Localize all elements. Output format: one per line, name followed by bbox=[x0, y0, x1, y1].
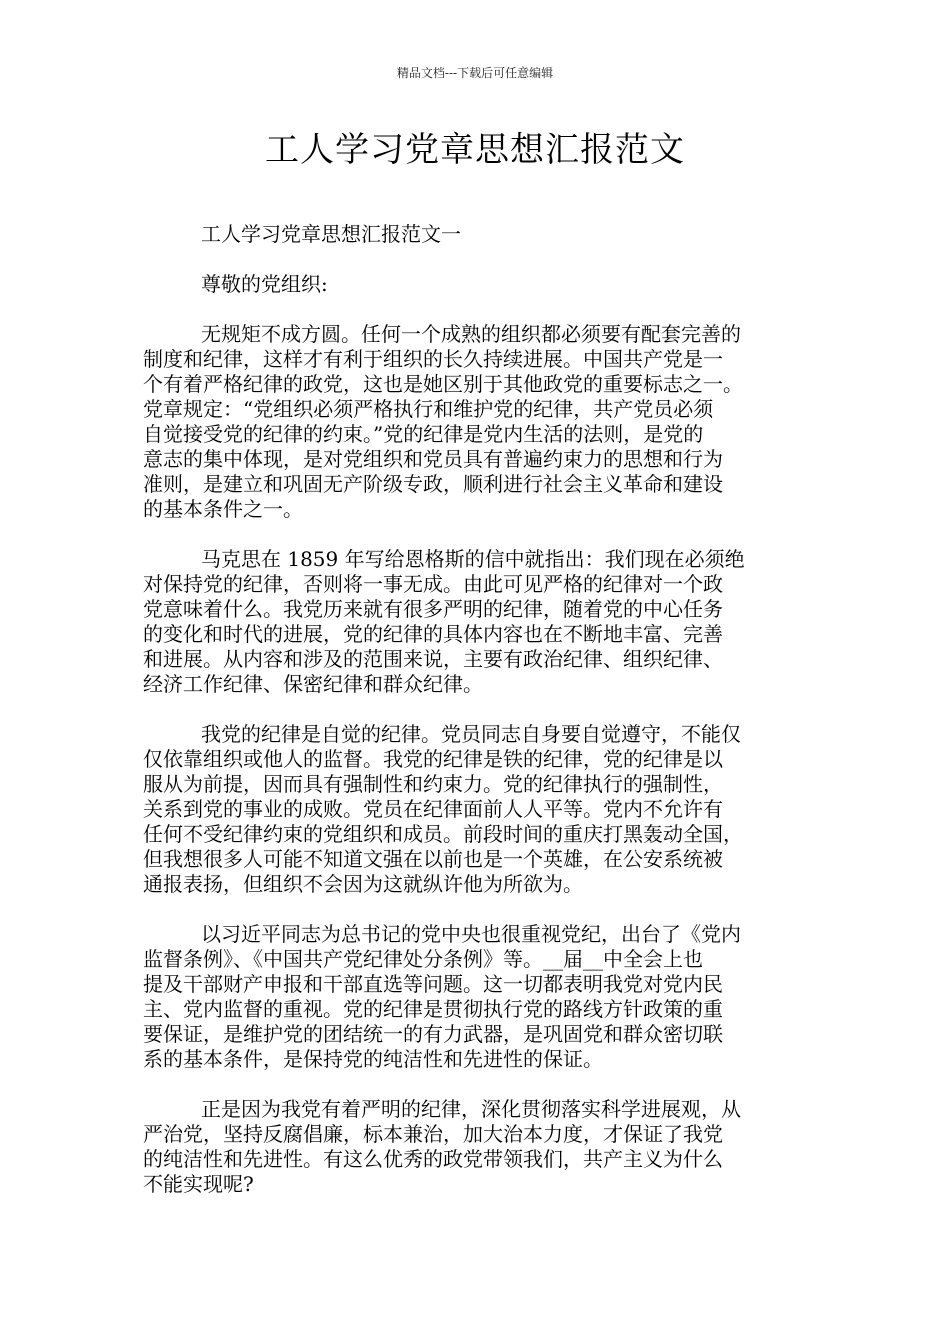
paragraph-line: 任何不受纪律约束的党组织和成员。前段时间的重庆打黑轰动全国， bbox=[143, 822, 743, 846]
paragraph-line: 严治党，坚持反腐倡廉，标本兼治，加大治本力度，才保证了我党 bbox=[143, 1122, 723, 1146]
paragraph-line: 服从为前提，因而具有强制性和约束力。党的纪律执行的强制性， bbox=[143, 772, 723, 796]
paragraph-line: 马克思在 1859 年写给恩格斯的信中就指出：我们现在必须绝 bbox=[201, 547, 745, 571]
document-body bbox=[143, 222, 823, 1222]
paragraph-line: 的基本条件之一。 bbox=[143, 497, 303, 521]
page-header-watermark: 精品文档---下载后可任意编辑 bbox=[396, 66, 554, 80]
paragraph-line: 以习近平同志为总书记的党中央也很重视党纪，出台了《党内 bbox=[201, 922, 741, 946]
salutation: 尊敬的党组织: bbox=[201, 272, 328, 296]
paragraph-line: 关系到党的事业的成败。党员在纪律面前人人平等。党内不允许有 bbox=[143, 797, 723, 821]
paragraph-line: 经济工作纪律、保密纪律和群众纪律。 bbox=[143, 672, 483, 696]
paragraph-line: 通报表扬，但组织不会因为这就纵许他为所欲为。 bbox=[143, 872, 583, 896]
paragraph-line: 制度和纪律，这样才有利于组织的长久持续进展。中国共产党是一 bbox=[143, 347, 723, 371]
paragraph-3 bbox=[143, 722, 823, 897]
paragraph-line: 的变化和时代的进展，党的纪律的具体内容也在不断地丰富、完善 bbox=[143, 622, 723, 646]
paragraph-line: 意志的集中体现，是对党组织和党员具有普遍约束力的思想和行为 bbox=[143, 447, 723, 471]
paragraph-4 bbox=[143, 922, 823, 1072]
paragraph-line: 自觉接受党的纪律的约束。”党的纪律是党内生活的法则，是党的 bbox=[143, 422, 704, 446]
paragraph-line: 准则，是建立和巩固无产阶级专政，顺利进行社会主义革命和建设 bbox=[143, 472, 723, 496]
paragraph-line: 正是因为我党有着严明的纪律，深化贯彻落实科学进展观，从 bbox=[201, 1097, 741, 1121]
paragraph-line: 的纯洁性和先进性。有这么优秀的政党带领我们，共产主义为什么 bbox=[143, 1147, 723, 1171]
paragraph-line: 我党的纪律是自觉的纪律。党员同志自身要自觉遵守，不能仅 bbox=[201, 722, 741, 746]
paragraph-line: 对保持党的纪律，否则将一事无成。由此可见严格的纪律对一个政 bbox=[143, 572, 723, 596]
paragraph-line: 但我想很多人可能不知道文强在以前也是一个英雄，在公安系统被 bbox=[143, 847, 723, 871]
document-subtitle: 工人学习党章思想汇报范文一 bbox=[201, 222, 461, 246]
paragraph-line: 个有着严格纪律的政党，这也是她区别于其他政党的重要标志之一。 bbox=[143, 372, 743, 396]
paragraph-line: 无规矩不成方圆。任何一个成熟的组织都必须要有配套完善的 bbox=[201, 322, 741, 346]
paragraph-line: 不能实现呢? bbox=[143, 1172, 254, 1196]
paragraph-1 bbox=[143, 322, 823, 522]
paragraph-line: 党意味着什么。我党历来就有很多严明的纪律，随着党的中心任务 bbox=[143, 597, 723, 621]
paragraph-line: 要保证，是维护党的团结统一的有力武器，是巩固党和群众密切联 bbox=[143, 1022, 723, 1046]
document-title: 工人学习党章思想汇报范文 bbox=[265, 130, 685, 170]
paragraph-line: 和进展。从内容和涉及的范围来说，主要有政治纪律、组织纪律、 bbox=[143, 647, 723, 671]
paragraph-line: 提及干部财产申报和干部直选等问题。这一切都表明我党对党内民 bbox=[143, 972, 723, 996]
paragraph-line: 仅依靠组织或他人的监督。我党的纪律是铁的纪律，党的纪律是以 bbox=[143, 747, 723, 771]
paragraph-5 bbox=[143, 1097, 823, 1197]
paragraph-2 bbox=[143, 547, 823, 697]
paragraph-line: 党章规定：“党组织必须严格执行和维护党的纪律，共产党员必须 bbox=[143, 397, 714, 421]
paragraph-line: 监督条例》、《中国共产党纪律处分条例》等。__届__中全会上也 bbox=[143, 947, 703, 971]
paragraph-line: 系的基本条件，是保持党的纯洁性和先进性的保证。 bbox=[143, 1047, 603, 1071]
paragraph-line: 主、党内监督的重视。党的纪律是贯彻执行党的路线方针政策的重 bbox=[143, 997, 723, 1021]
